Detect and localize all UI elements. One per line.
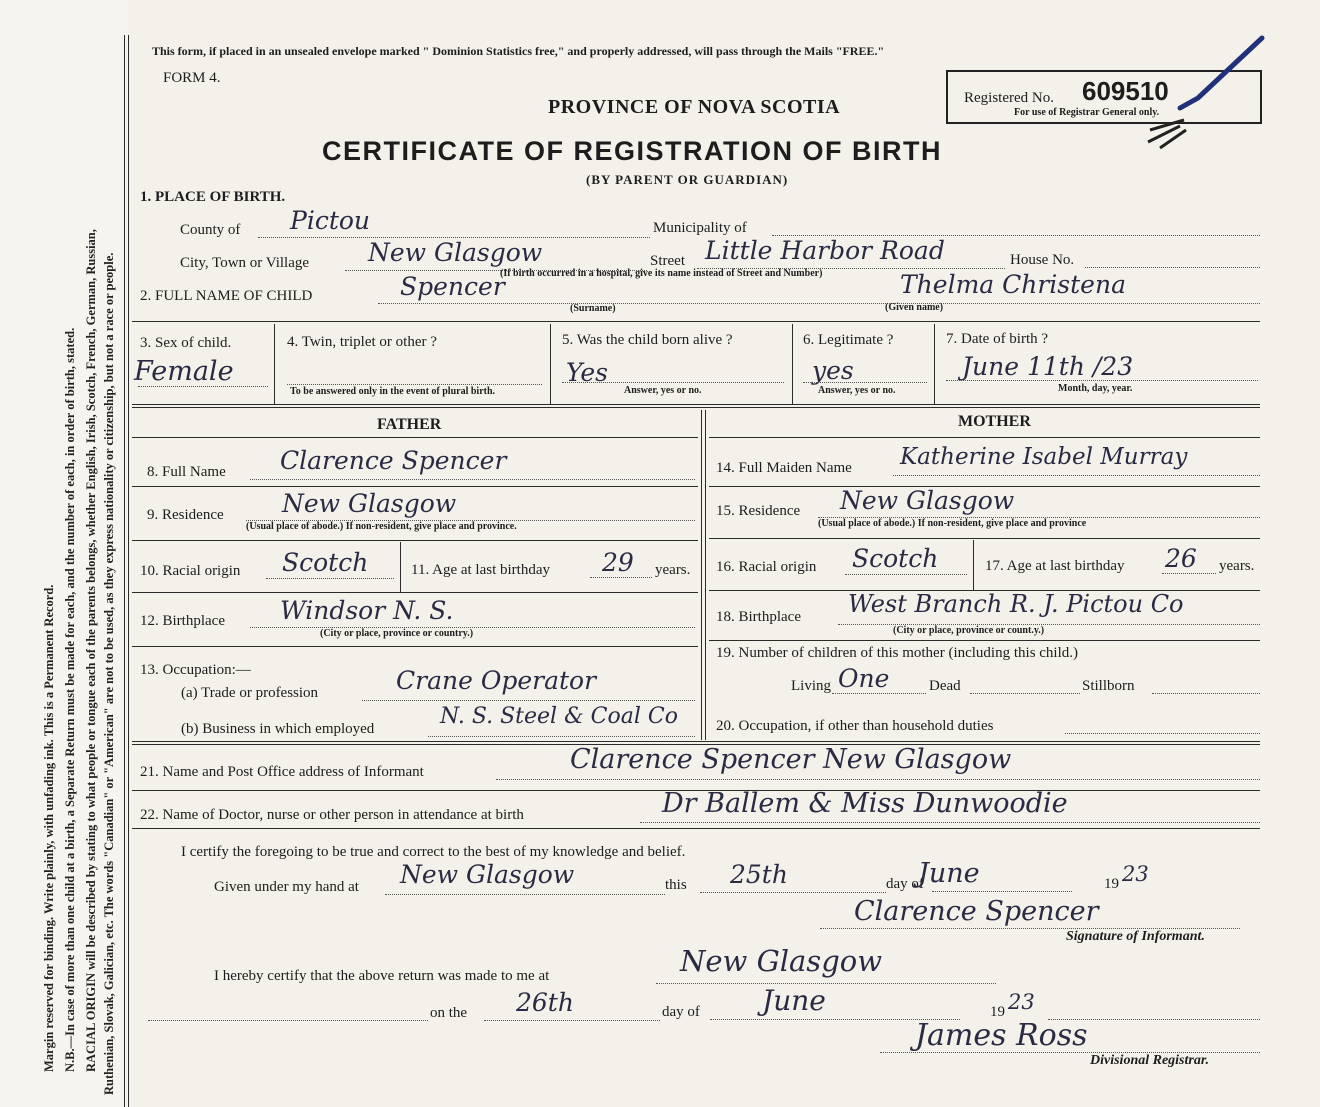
county-label: County of (180, 222, 241, 238)
dob-caption: Month, day, year. (1058, 383, 1133, 394)
margin-note-binding: Margin reserved for binding. Write plainly, with unfading ink. This is a Permanent Record. (42, 584, 56, 1072)
mother-residence-label: 15. Residence (716, 503, 801, 519)
province-heading: PROVINCE OF NOVA SCOTIA (548, 96, 841, 118)
father-birthplace-value: Windsor N. S. (280, 596, 454, 625)
street-label: Street (650, 253, 685, 269)
registrar-place-value: New Glasgow (680, 944, 883, 978)
doctor-label: 22. Name of Doctor, nurse or other person in attendance at birth (140, 807, 524, 823)
municipality-label: Municipality of (653, 220, 747, 236)
certificate-title: CERTIFICATE OF REGISTRATION OF BIRTH (322, 136, 942, 166)
city-value: New Glasgow (368, 238, 543, 267)
living-value: One (838, 664, 890, 693)
binding-margin (0, 0, 128, 1107)
legitimate-value: yes (812, 356, 854, 385)
child-given-name-value: Thelma Christena (900, 270, 1126, 299)
given-year-value: 23 (1122, 862, 1149, 886)
child-surname-value: Spencer (400, 272, 505, 301)
informant-signature-caption: Signature of Informant. (1066, 929, 1205, 944)
given-name-caption: (Given name) (885, 302, 944, 313)
registered-number: 609510 (1082, 76, 1169, 106)
father-residence-label: 9. Residence (147, 507, 224, 523)
registrar-statement: I hereby certify that the above return was made to me at (214, 968, 550, 984)
mother-birthplace-label: 18. Birthplace (716, 609, 801, 625)
father-age-label: 11. Age at last birthday (411, 562, 550, 578)
check-mark-icon (1140, 30, 1270, 160)
this-label: this (665, 877, 687, 893)
mother-age-label: 17. Age at last birthday (985, 558, 1125, 574)
hospital-note: (If birth occurred in a hospital, give its name instead of Street and Number) (500, 268, 823, 279)
margin-note-racial-origin: RACIAL ORIGIN will be described by stating to what people or tongue each of the parents belongs, whether English, Irish, Scotch, French, German, Russian, (84, 229, 98, 1072)
mother-name-label: 14. Full Maiden Name (716, 460, 852, 476)
informant-signature: Clarence Spencer (854, 896, 1099, 927)
given-day-value: 25th (730, 860, 788, 889)
given-label: Given under my hand at (214, 879, 359, 895)
given-year-prefix: 19 (1104, 876, 1119, 892)
living-label: Living (791, 678, 831, 694)
registrar-year-prefix: 19 (990, 1004, 1005, 1020)
father-trade-label: (a) Trade or profession (181, 685, 319, 701)
sex-value: Female (134, 356, 234, 387)
surname-caption: (Surname) (570, 303, 616, 314)
stillborn-label: Stillborn (1082, 678, 1135, 694)
sex-label: 3. Sex of child. (140, 335, 232, 351)
twin-note: To be answered only in the event of plural birth. (290, 386, 496, 397)
father-birthplace-label: 12. Birthplace (140, 613, 225, 629)
born-alive-value: Yes (566, 358, 608, 387)
born-alive-label: 5. Was the child born alive ? (562, 332, 733, 348)
father-birthplace-note: (City or place, province or country.) (320, 628, 474, 639)
mother-racial-label: 16. Racial origin (716, 559, 817, 575)
mother-name-value: Katherine Isabel Murray (900, 444, 1188, 470)
father-business-value: N. S. Steel & Coal Co (440, 704, 678, 729)
father-trade-value: Crane Operator (396, 666, 597, 695)
born-alive-caption: Answer, yes or no. (624, 385, 702, 396)
mother-children-label: 19. Number of children of this mother (including this child.) (716, 645, 1079, 661)
father-name-label: 8. Full Name (147, 464, 226, 480)
mother-racial-value: Scotch (852, 544, 939, 573)
mother-occupation-label: 20. Occupation, if other than household duties (716, 718, 994, 734)
legitimate-caption: Answer, yes or no. (818, 385, 896, 396)
father-heading: FATHER (377, 416, 442, 433)
father-occupation-label: 13. Occupation:— (140, 662, 251, 678)
certificate-subtitle: (BY PARENT OR GUARDIAN) (586, 172, 789, 187)
margin-rule-inner (128, 35, 129, 1107)
city-label: City, Town or Village (180, 255, 310, 271)
father-racial-value: Scotch (282, 548, 369, 577)
registrar-year-value: 23 (1008, 990, 1035, 1014)
dead-label: Dead (929, 678, 961, 694)
certification-statement: I certify the foregoing to be true and correct to the best of my knowledge and belief. (181, 844, 686, 860)
county-value: Pictou (290, 206, 371, 235)
child-name-label: 2. FULL NAME OF CHILD (140, 288, 313, 304)
father-age-value: 29 (602, 548, 634, 577)
father-name-value: Clarence Spencer (280, 446, 507, 475)
mother-age-unit: years. (1219, 558, 1255, 574)
mother-birthplace-value: West Branch R. J. Pictou Co (848, 590, 1184, 618)
father-racial-label: 10. Racial origin (140, 563, 241, 579)
given-place-value: New Glasgow (400, 860, 575, 889)
house-number-label: House No. (1010, 252, 1075, 268)
given-day-of-label: day of (886, 876, 924, 892)
place-of-birth-heading: 1. PLACE OF BIRTH. (140, 189, 286, 205)
father-age-unit: years. (655, 562, 691, 578)
doctor-value: Dr Ballem & Miss Dunwoodie (662, 788, 1068, 819)
mother-heading: MOTHER (958, 413, 1031, 430)
registrar-month-value: June (762, 984, 826, 1017)
mother-age-value: 26 (1165, 544, 1197, 573)
dob-label: 7. Date of birth ? (946, 331, 1049, 347)
registrar-general-note: For use of Registrar General only. (1014, 107, 1160, 118)
informant-value: Clarence Spencer New Glasgow (570, 744, 1012, 775)
registrar-signature: James Ross (915, 1018, 1088, 1053)
father-residence-note: (Usual place of abode.) If non-resident, give place and province. (246, 521, 517, 532)
mother-residence-value: New Glasgow (840, 486, 1015, 515)
dob-value: June 11th /23 (962, 352, 1134, 381)
registrar-day-value: 26th (516, 988, 574, 1017)
street-value: Little Harbor Road (705, 236, 945, 265)
mail-note: This form, if placed in an unsealed envelope marked " Dominion Statistics free," and properly addressed, will pass through the Mails "FREE." (152, 44, 885, 58)
given-month-value: June (918, 858, 980, 889)
registrar-day-of-label: day of (662, 1004, 700, 1020)
twin-label: 4. Twin, triplet or other ? (287, 334, 437, 350)
father-business-label: (b) Business in which employed (181, 721, 375, 737)
registrar-signature-caption: Divisional Registrar. (1090, 1053, 1210, 1068)
margin-note-racial-origin-cont: Ruthenian, Slovak, Galician, etc. The words "Canadian" or "American" are not to be used, as they express nationality or citizenship, but not a race or people. (102, 252, 116, 1095)
informant-label: 21. Name and Post Office address of Informant (140, 764, 424, 780)
mother-birthplace-note: (City or place, province or count.y.) (893, 625, 1045, 636)
margin-note-multiple-births: N.B.—In case of more than one child at a birth, a Separate Return must be made for each, and the number of each, in order of birth, stated. (63, 327, 77, 1072)
registered-label: Registered No. (964, 90, 1054, 106)
legitimate-label: 6. Legitimate ? (803, 332, 894, 348)
father-residence-value: New Glasgow (282, 489, 457, 518)
mother-residence-note: (Usual place of abode.) If non-resident, give place and province (818, 518, 1087, 529)
margin-rule (124, 35, 125, 1107)
on-the-label: on the (430, 1005, 468, 1021)
form-number: FORM 4. (163, 70, 221, 86)
